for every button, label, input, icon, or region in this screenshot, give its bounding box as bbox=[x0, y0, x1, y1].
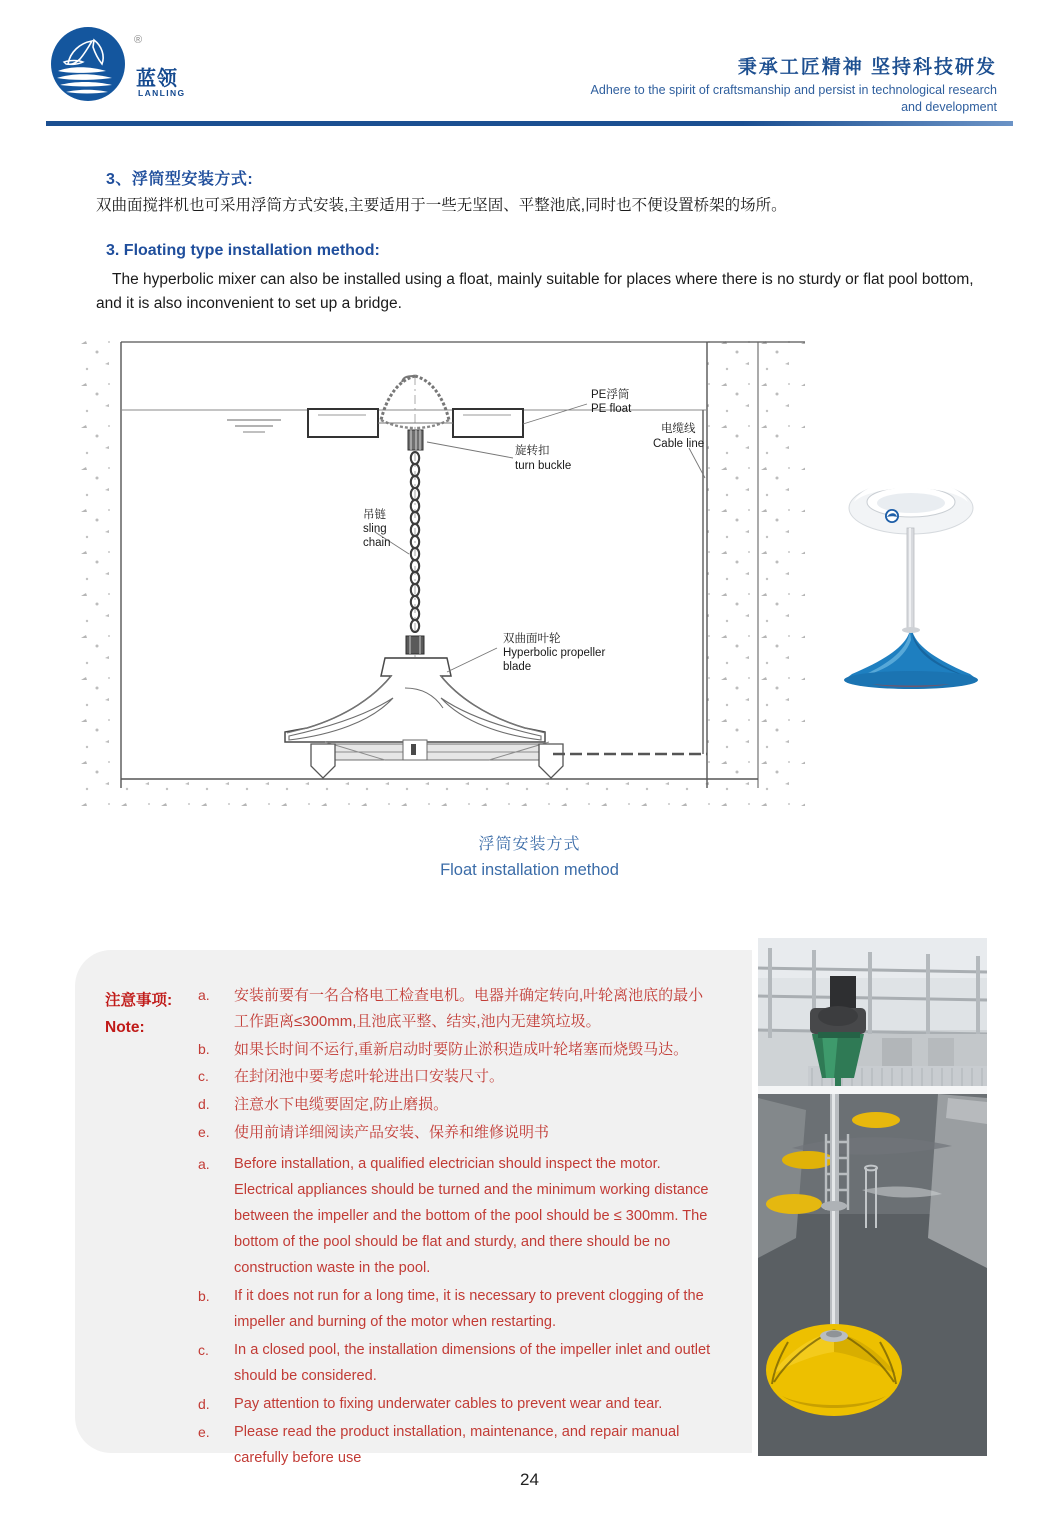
note-label-en: Note: bbox=[105, 1018, 145, 1036]
diagram-label-sling-en-2: chain bbox=[363, 537, 391, 549]
note-en-item bbox=[198, 1152, 718, 1282]
diagram-label-pe-float-cn: PE浮筒 bbox=[591, 389, 630, 401]
note-cn-item bbox=[198, 1064, 718, 1090]
note-cn-item bbox=[198, 1120, 718, 1146]
diagram-label-blade-en-1: Hyperbolic propeller bbox=[503, 647, 606, 659]
note-en-item-text: If it does not run for a long time, it is necessary to prevent clogging of the impeller and burning of the motor when restarting. bbox=[234, 1287, 704, 1330]
note-en-item-text: Before installation, a qualified electrician should inspect the motor. Electrical appliances should be turned and the minimum working distance between the impeller and the bottom of the pool should be ≤ 300mm. The bottom of the pool should be flat and sturdy, and there should be no construction waste in the pool. bbox=[234, 1156, 709, 1276]
note-cn-item-text: 安装前要有一名合格电工检查电机。电器并确定转向,叶轮离池底的最小工作距离≤300mm,且池底平整、结实,池内无建筑垃圾。 bbox=[234, 987, 704, 1030]
figure-caption bbox=[0, 833, 1059, 883]
note-en-item bbox=[198, 1284, 718, 1336]
figure-caption-cn: 浮筒安装方式 bbox=[478, 836, 581, 853]
diagram-label-pe-float-en: PE float bbox=[591, 403, 632, 415]
diagram-label-sling-en-1: sling bbox=[363, 523, 387, 535]
header-divider bbox=[46, 121, 1013, 126]
note-cn-item-marker: a. bbox=[198, 987, 210, 1003]
diagram-label-sling-cn: 吊链 bbox=[363, 509, 386, 521]
diagram-label-cable-cn: 电缆线 bbox=[661, 423, 696, 435]
float-installation-diagram bbox=[75, 336, 805, 812]
page-header bbox=[0, 0, 1059, 130]
note-en-item-marker: e. bbox=[198, 1423, 210, 1440]
brand-logo bbox=[50, 26, 270, 112]
product-photo-float-mixer bbox=[832, 472, 990, 694]
note-en-item-text: In a closed pool, the installation dimensions of the impeller inlet and outlet should be considered. bbox=[234, 1341, 711, 1384]
registered-trademark-icon: ® bbox=[134, 34, 143, 46]
lanling-bird-wave-logo-icon bbox=[50, 26, 126, 102]
note-cn-item bbox=[198, 983, 718, 1035]
section-body-cn: 双曲面搅拌机也可采用浮筒方式安装,主要适用于一些无坚固、平整池底,同时也不便设置桥架的场所。 bbox=[96, 197, 787, 214]
note-en-item bbox=[198, 1392, 718, 1418]
section-title-en: 3. Floating type installation method: bbox=[106, 242, 380, 259]
note-en-item-text: Please read the product installation, maintenance, and repair manual carefully before use bbox=[234, 1423, 680, 1466]
diagram-label-blade-en-2: blade bbox=[503, 661, 532, 673]
header-slogan-cn: 秉承工匠精神 坚持科技研发 bbox=[737, 57, 997, 78]
note-en-item-marker: d. bbox=[198, 1395, 210, 1412]
logo-brand-en: LANLING bbox=[138, 88, 186, 98]
note-list-en bbox=[198, 1152, 718, 1474]
note-en-item-marker: b. bbox=[198, 1287, 210, 1304]
page-number: 24 bbox=[520, 1470, 539, 1489]
diagram-label-blade-cn: 双曲面叶轮 bbox=[503, 633, 561, 645]
diagram-label-cable-en: Cable line bbox=[653, 438, 705, 450]
note-en-item-marker: a. bbox=[198, 1156, 210, 1172]
logo-brand-cn: 蓝领 bbox=[136, 68, 178, 90]
note-cn-item-text: 使用前请详细阅读产品安装、保养和维修说明书 bbox=[234, 1123, 550, 1141]
section-title-cn: 3、浮筒型安装方式: bbox=[106, 171, 254, 188]
diagram-label-turnbuckle-en: turn buckle bbox=[515, 460, 572, 472]
note-cn-item-text: 如果长时间不运行,重新启动时要防止淤积造成叶轮堵塞而烧毁马达。 bbox=[234, 1040, 689, 1058]
note-cn-item-marker: b. bbox=[198, 1040, 210, 1057]
diagram-label-turnbuckle-cn: 旋转扣 bbox=[515, 445, 550, 457]
note-en-item bbox=[198, 1420, 718, 1472]
note-cn-item-marker: d. bbox=[198, 1096, 210, 1113]
note-label bbox=[105, 988, 172, 1041]
note-cn-item-marker: e. bbox=[198, 1123, 210, 1140]
note-en-item-marker: c. bbox=[198, 1341, 209, 1358]
note-en-item bbox=[198, 1338, 718, 1390]
header-slogan-en: Adhere to the spirit of craftsmanship and persist in technological research and development bbox=[590, 83, 997, 114]
section-body-en: The hyperbolic mixer can also be installed using a float, mainly suitable for places where there is no sturdy or flat pool bottom, and it is also inconvenient to set up a bridge. bbox=[96, 271, 974, 313]
note-cn-item-text: 注意水下电缆要固定,防止磨损。 bbox=[234, 1096, 449, 1114]
figure-caption-en: Float installation method bbox=[440, 861, 619, 879]
note-list-cn bbox=[198, 983, 718, 1148]
note-cn-item bbox=[198, 1092, 718, 1118]
note-label-cn: 注意事项: bbox=[105, 992, 173, 1009]
note-cn-item-text: 在封闭池中要考虑叶轮进出口安装尺寸。 bbox=[234, 1068, 505, 1086]
note-en-item-text: Pay attention to fixing underwater cables to prevent wear and tear. bbox=[234, 1395, 663, 1412]
site-installation-photo bbox=[752, 938, 987, 1456]
note-cn-item-marker: c. bbox=[198, 1068, 209, 1085]
note-cn-item bbox=[198, 1037, 718, 1063]
